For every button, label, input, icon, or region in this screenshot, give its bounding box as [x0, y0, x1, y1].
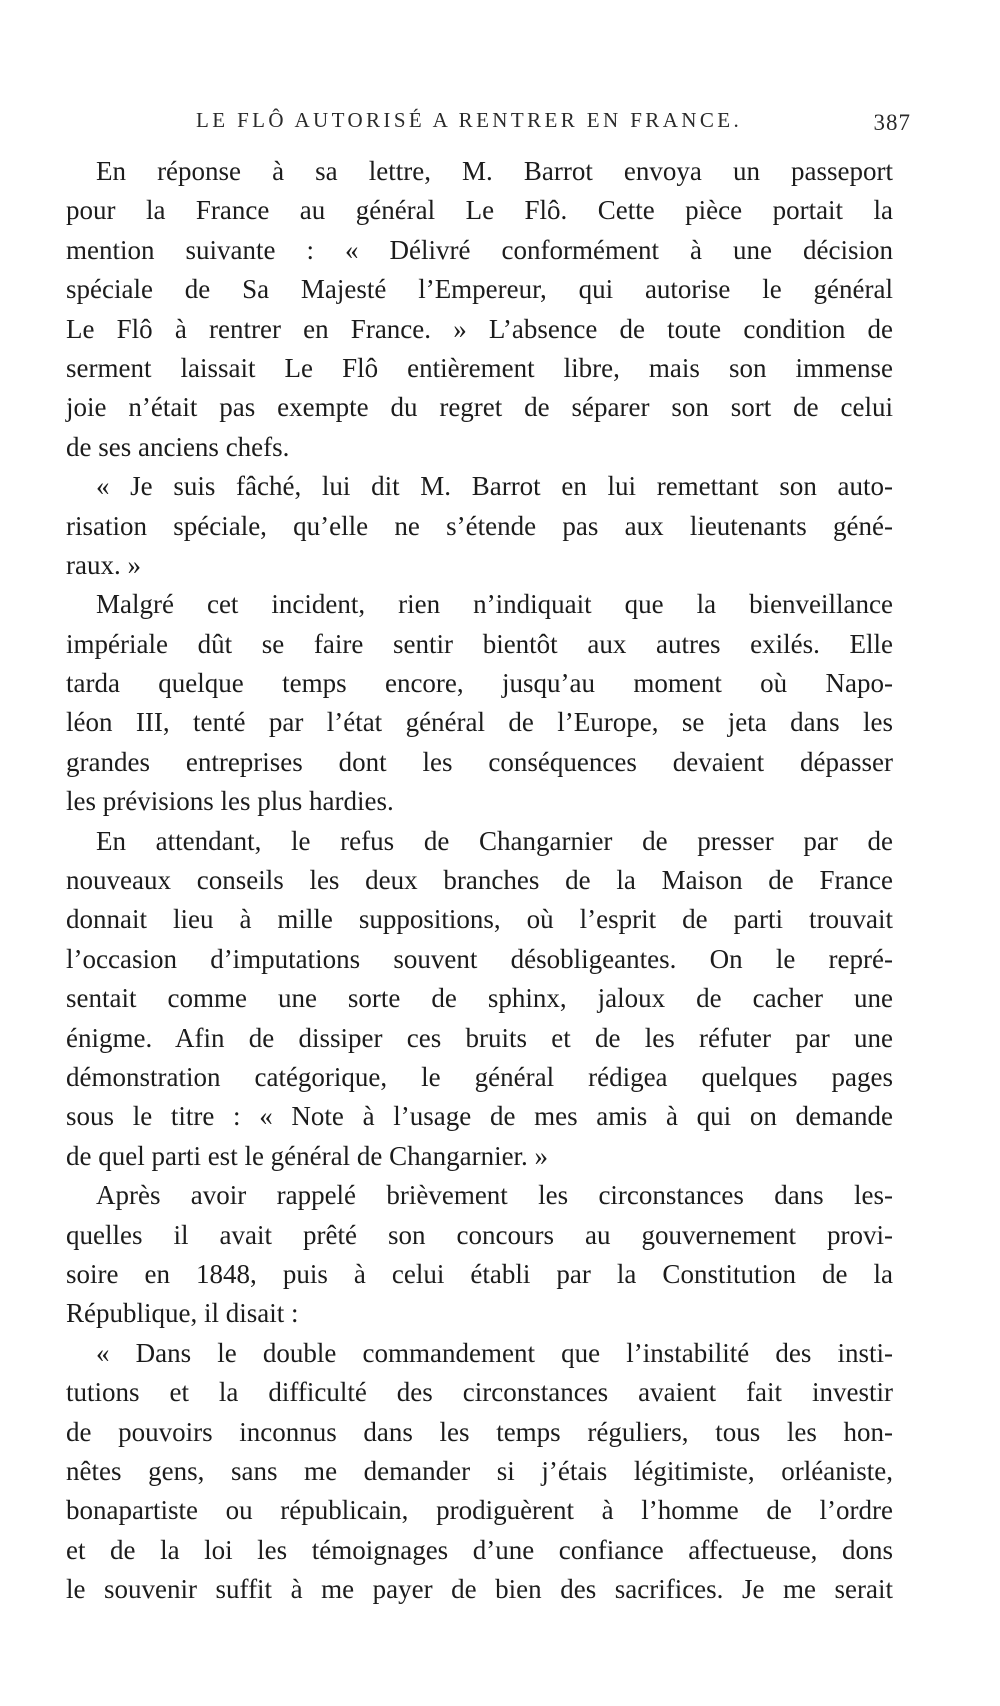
text-line: Après avoir rappelé brièvement les circonstances dans les- [96, 1180, 893, 1211]
text-line: et de la loi les témoignages d’une confiance affectueuse, dons [66, 1534, 893, 1565]
text-line: donnait lieu à mille suppositions, où l’esprit de parti trouvait [66, 904, 893, 935]
text-line: joie n’était pas exempte du regret de séparer son sort de celui [66, 392, 893, 423]
text-line: tarda quelque temps encore, jusqu’au moment où Napo- [66, 668, 893, 699]
text-line: Le Flô à rentrer en France. » L’absence de toute condition de [66, 313, 893, 344]
text-line: nouveaux conseils les deux branches de la Maison de France [66, 865, 893, 896]
text-line: de pouvoirs inconnus dans les temps réguliers, tous les hon- [66, 1416, 893, 1447]
text-line: de quel parti est le général de Changarnier. » [66, 1140, 549, 1171]
text-line: grandes entreprises dont les conséquences devaient dépasser [66, 746, 893, 777]
text-line: les prévisions les plus hardies. [66, 786, 394, 817]
text-line: l’occasion d’imputations souvent désobligeantes. On le repré- [66, 943, 893, 974]
text-line: serment laissait Le Flô entièrement libre, mais son immense [66, 352, 893, 383]
text-line: bonapartiste ou républicain, prodiguèrent à l’homme de l’ordre [66, 1495, 893, 1526]
text-line: impériale dût se faire sentir bientôt aux autres exilés. Elle [66, 628, 893, 659]
running-title: LE FLÔ AUTORISÉ A RENTRER EN FRANCE. [196, 108, 743, 132]
text-line: « Je suis fâché, lui dit M. Barrot en lui remettant son auto- [96, 471, 893, 502]
text-line: mention suivante : « Délivré conformément à une décision [66, 234, 893, 265]
text-line: sous le titre : « Note à l’usage de mes amis à qui on demande [66, 1101, 893, 1132]
page-number: 387 [873, 110, 911, 135]
text-line: « Dans le double commandement que l’instabilité des insti- [96, 1337, 893, 1368]
text-line: énigme. Afin de dissiper ces bruits et de les réfuter par une [66, 1022, 893, 1053]
text-line: démonstration catégorique, le général rédigea quelques pages [66, 1061, 893, 1092]
text-line: En réponse à sa lettre, M. Barrot envoya un passeport [96, 156, 893, 186]
text-line: soire en 1848, puis à celui établi par la Constitution de la [66, 1258, 893, 1289]
text-line: tutions et la difficulté des circonstances avaient fait investir [66, 1377, 893, 1408]
text-line: République, il disait : [66, 1298, 299, 1329]
text-line: quelles il avait prêté son concours au gouvernement provi- [66, 1219, 893, 1250]
text-line: risation spéciale, qu’elle ne s’étende pas aux lieutenants géné- [66, 510, 893, 541]
text-line: pour la France au général Le Flô. Cette pièce portait la [66, 195, 893, 226]
text-line: Malgré cet incident, rien n’indiquait que la bienveillance [96, 589, 893, 620]
body-text [66, 152, 893, 1609]
text-line: raux. » [66, 549, 141, 580]
text-line: léon III, tenté par l’état général de l’Europe, se jeta dans les [66, 707, 893, 738]
text-line: En attendant, le refus de Changarnier de presser par de [96, 825, 893, 856]
text-line: spéciale de Sa Majesté l’Empereur, qui autorise le général [66, 274, 893, 305]
text-line: nêtes gens, sans me demander si j’étais légitimiste, orléaniste, [66, 1455, 893, 1486]
text-line: de ses anciens chefs. [66, 431, 290, 462]
text-line: sentait comme une sorte de sphinx, jaloux de cacher une [66, 983, 893, 1014]
running-head [66, 108, 911, 138]
text-line: le souvenir suffit à me payer de bien des sacrifices. Je me serait [66, 1574, 893, 1605]
